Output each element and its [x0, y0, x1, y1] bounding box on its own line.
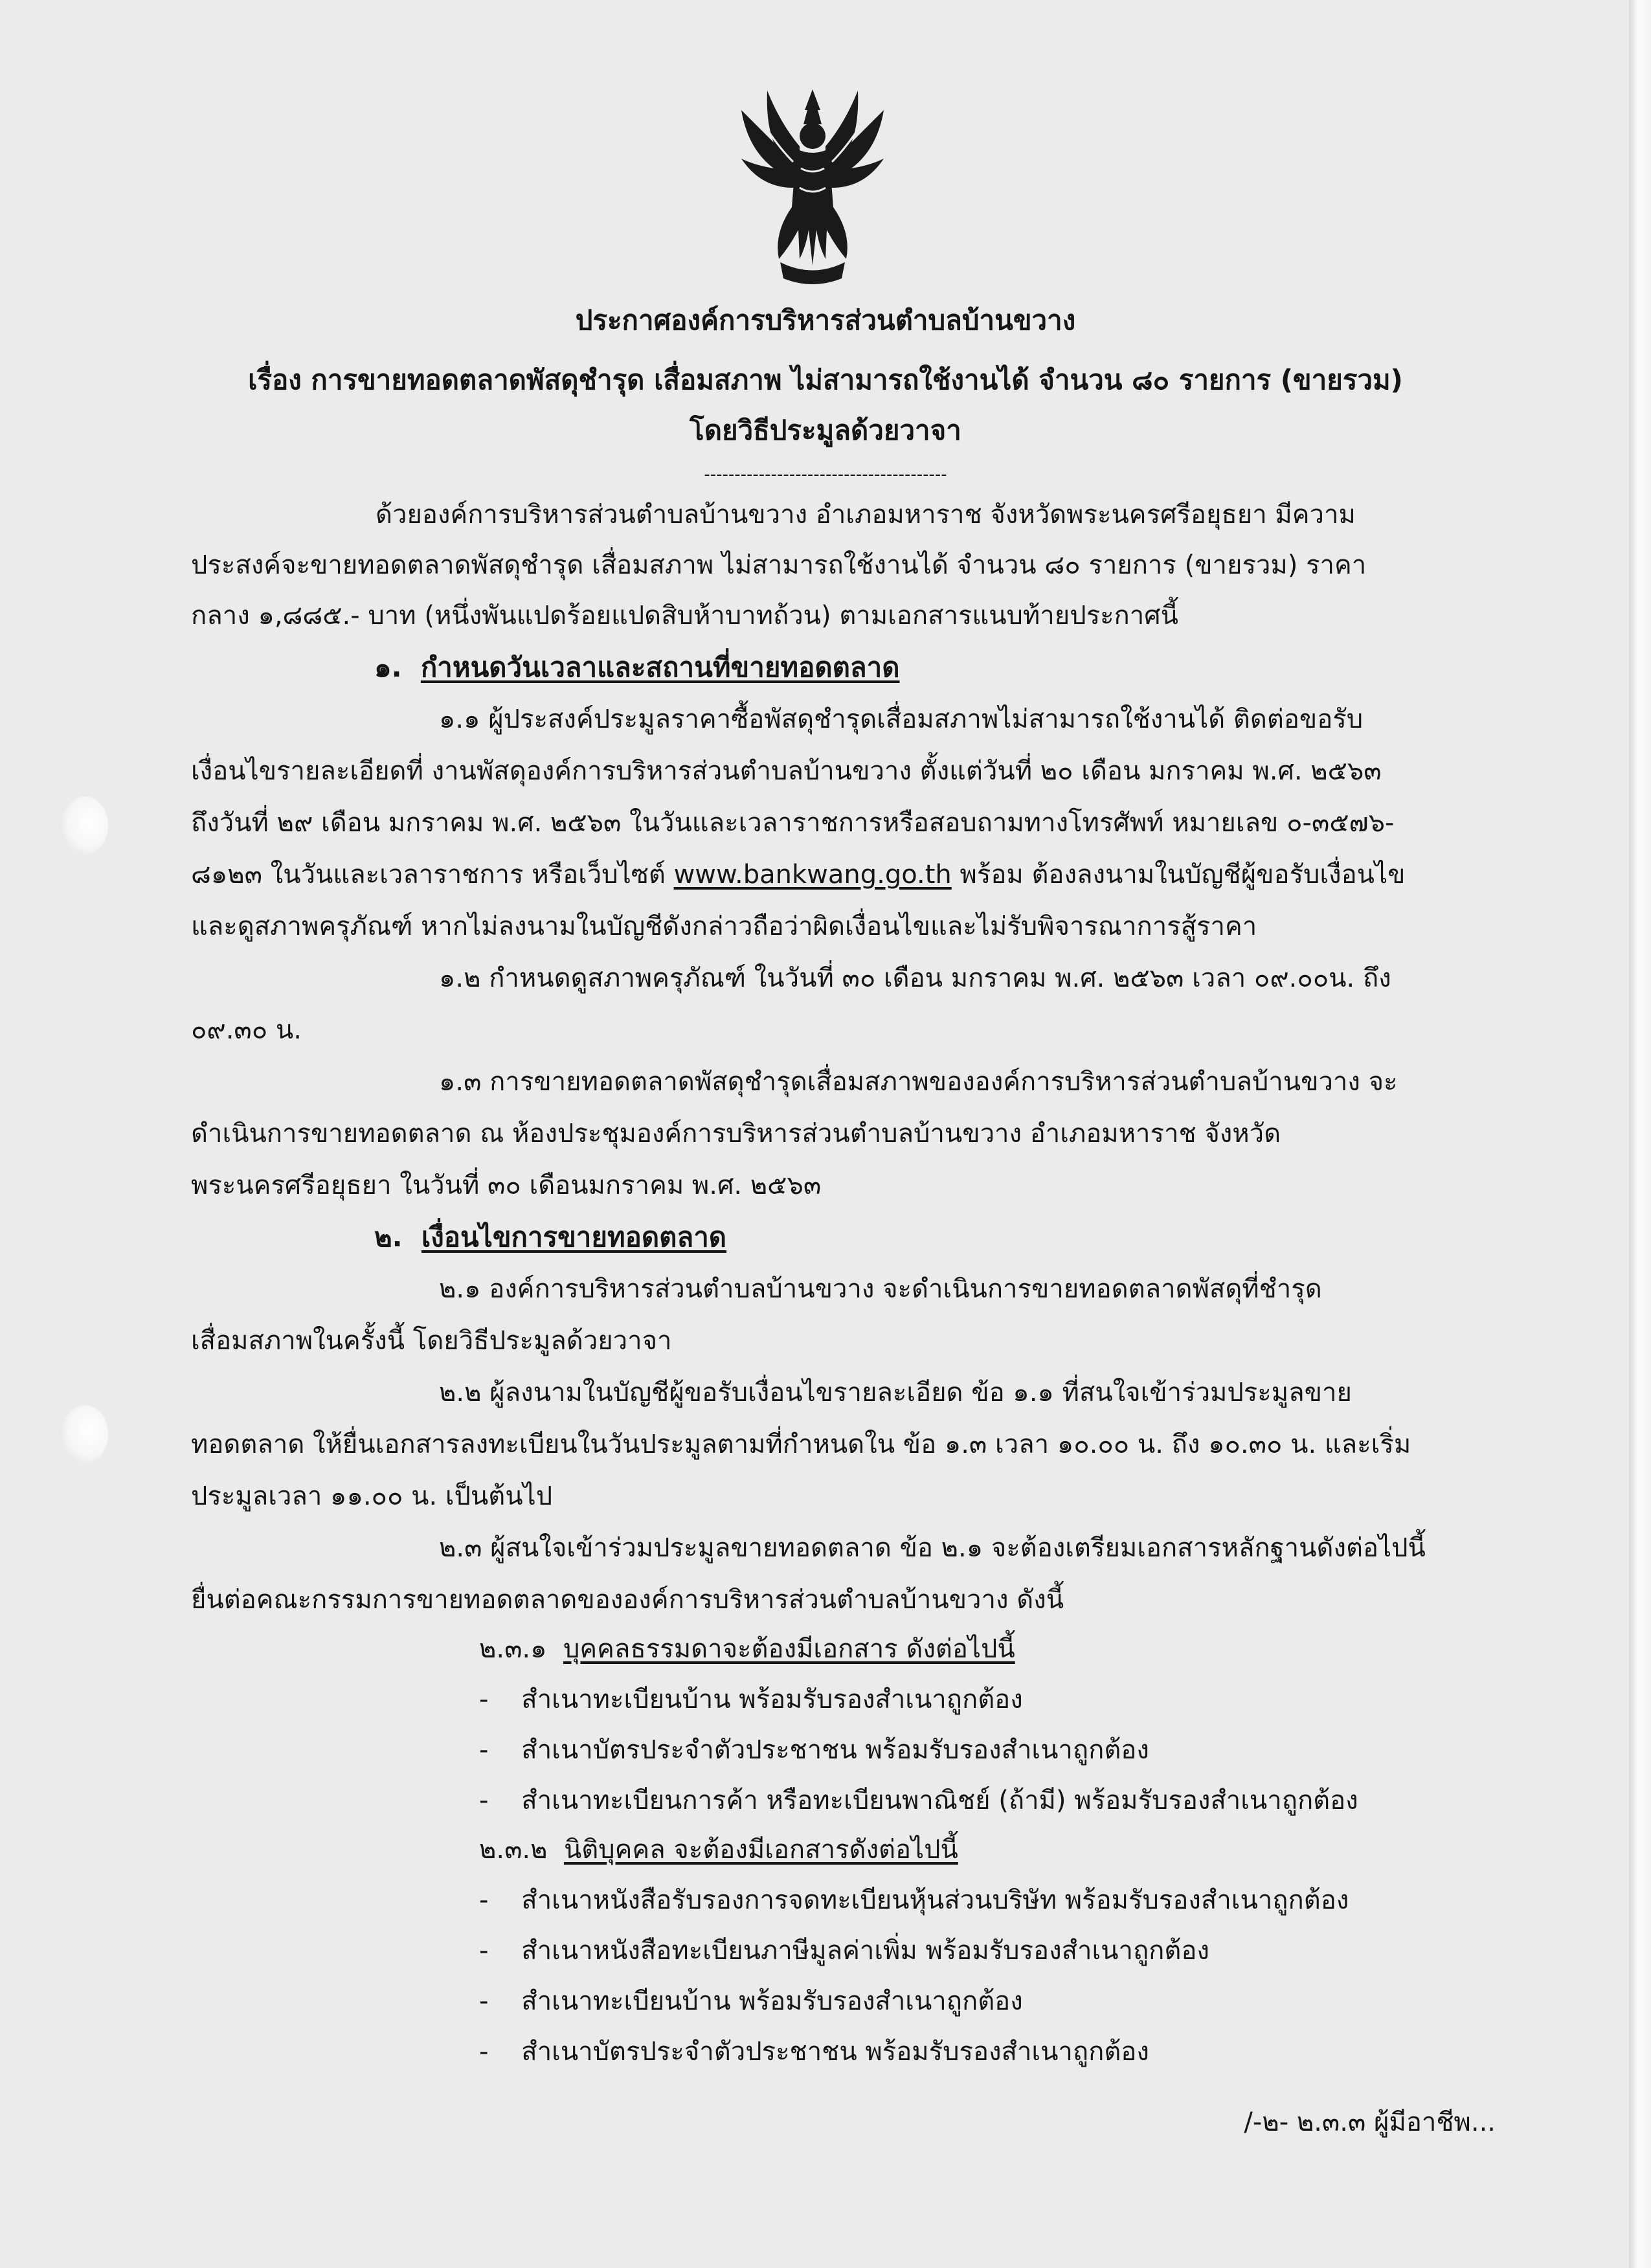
list-item-text: สำเนาบัตรประจำตัวประชาชน พร้อมรับรองสำเนาถูกต้อง — [521, 1735, 1149, 1765]
list-item — [479, 1683, 1023, 1716]
list-item-text: สำเนาทะเบียนบ้าน พร้อมรับรองสำเนาถูกต้อง — [521, 1685, 1023, 1714]
section-1-heading — [374, 651, 900, 684]
list-item-text: สำเนาหนังสือทะเบียนภาษีมูลค่าเพิ่ม พร้อมรับรองสำเนาถูกต้อง — [521, 1936, 1209, 1966]
p1-1-line-2: เงื่อนไขรายละเอียดที่ งานพัสดุองค์การบริหารส่วนตำบลบ้านขวาง ตั้งแต่วันที่ ๒๐ เดือน มกราคม พ.ศ. ๒๕๖๓ — [191, 756, 1382, 786]
p2-3-1-heading — [479, 1633, 1015, 1665]
p1-3-line-3: พระนครศรีอยุธยา ในวันที่ ๓๐ เดือนมกราคม พ.ศ. ๒๕๖๓ — [191, 1171, 822, 1200]
p1-2-line-2: ๐๙.๓๐ น. — [191, 1015, 302, 1045]
p1-2-line-1: ๑.๒ กำหนดดูสภาพครุภัณฑ์ ในวันที่ ๓๐ เดือน มกราคม พ.ศ. ๒๕๖๓ เวลา ๐๙.๐๐น. ถึง — [439, 963, 1391, 993]
header-rule: ---------------------------------------- — [704, 465, 947, 484]
list-item — [479, 1884, 1349, 1916]
bullet: - — [479, 1885, 489, 1915]
p2-2-line-3: ประมูลเวลา ๑๑.๐๐ น. เป็นต้นไป — [191, 1481, 553, 1511]
bullet: - — [479, 1685, 489, 1714]
bullet: - — [479, 1735, 489, 1765]
intro-line-2: ประสงค์จะขายทอดตลาดพัสดุชำรุด เสื่อมสภาพ ไม่สามารถใช้งานได้ จำนวน ๘๐ รายการ (ขายรวม) ราคา — [191, 550, 1367, 580]
p2-3-line-1: ๒.๓ ผู้สนใจเข้าร่วมประมูลขายทอดตลาด ข้อ ๒.๑ จะต้องเตรียมเอกสารหลักฐานดังต่อไปนี้ — [439, 1533, 1426, 1563]
announcement-title: ประกาศองค์การบริหารส่วนตำบลบ้านขวาง — [575, 304, 1076, 336]
scan-edge — [1629, 0, 1651, 2268]
section-2-heading — [374, 1221, 726, 1253]
list-item-text: สำเนาทะเบียนบ้าน พร้อมรับรองสำเนาถูกต้อง — [521, 1986, 1023, 2016]
list-item — [479, 1734, 1149, 1766]
section-2-number: ๒. — [374, 1221, 403, 1253]
bullet: - — [479, 1986, 489, 2016]
punch-hole-top — [62, 796, 108, 855]
bullet: - — [479, 1936, 489, 1966]
intro-line-3: กลาง ๑,๘๘๕.- บาท (หนึ่งพันแปดร้อยแปดสิบห้าบาทถ้วน) ตามเอกสารแนบท้ายประกาศนี้ — [191, 601, 1178, 631]
p1-1-line-4-start: ๘๑๒๓ ในวันและเวลาราชการ หรือเว็บไซต์ — [191, 860, 666, 890]
p2-2-line-2: ทอดตลาด ให้ยื่นเอกสารลงทะเบียนในวันประมูลตามที่กำหนดใน ข้อ ๑.๓ เวลา ๑๐.๐๐ น. ถึง ๑๐.๓๐ น. และเริ่ม — [191, 1430, 1411, 1459]
p2-2-line-1: ๒.๒ ผู้ลงนามในบัญชีผู้ขอรับเงื่อนไขรายละเอียด ข้อ ๑.๑ ที่สนใจเข้าร่วมประมูลขาย — [439, 1378, 1352, 1408]
intro-line-1: ด้วยองค์การบริหารส่วนตำบลบ้านขวาง อำเภอมหาราช จังหวัดพระนครศรีอยุธยา มีความ — [376, 500, 1356, 530]
section-1-number: ๑. — [374, 651, 402, 683]
garuda-emblem-icon — [728, 84, 897, 298]
p2-3-2-heading — [479, 1834, 958, 1866]
p2-1-line-1: ๒.๑ องค์การบริหารส่วนตำบลบ้านขวาง จะดำเนินการขายทอดตลาดพัสดุที่ชำรุด — [439, 1274, 1322, 1304]
list-item — [479, 1935, 1209, 1967]
p1-1-line-3: ถึงวันที่ ๒๙ เดือน มกราคม พ.ศ. ๒๕๖๓ ในวันและเวลาราชการหรือสอบถามทางโทรศัพท์ หมายเลข ๐-๓๕๗๖- — [191, 808, 1395, 838]
list-item — [479, 1784, 1358, 1817]
p2-3-2-title: นิติบุคคล จะต้องมีเอกสารดังต่อไปนี้ — [563, 1835, 958, 1865]
bullet: - — [479, 1786, 489, 1815]
list-item-text: สำเนาหนังสือรับรองการจดทะเบียนหุ้นส่วนบริษัท พร้อมรับรองสำเนาถูกต้อง — [521, 1885, 1349, 1915]
p1-1-line-4 — [191, 859, 1405, 891]
list-item-text: สำเนาบัตรประจำตัวประชาชน พร้อมรับรองสำเนาถูกต้อง — [521, 2037, 1149, 2067]
p1-3-line-2: ดำเนินการขายทอดตลาด ณ ห้องประชุมองค์การบริหารส่วนตำบลบ้านขวาง อำเภอมหาราช จังหวัด — [191, 1119, 1281, 1149]
bullet: - — [479, 2037, 489, 2067]
p1-1-line-4-end: พร้อม ต้องลงนามในบัญชีผู้ขอรับเงื่อนไข — [960, 860, 1406, 890]
p1-3-line-1: ๑.๓ การขายทอดตลาดพัสดุชำรุดเสื่อมสภาพขององค์การบริหารส่วนตำบลบ้านขวาง จะ — [439, 1067, 1398, 1097]
list-item-text: สำเนาทะเบียนการค้า หรือทะเบียนพาณิชย์ (ถ้ามี) พร้อมรับรองสำเนาถูกต้อง — [521, 1786, 1358, 1815]
announcement-subject: เรื่อง การขายทอดตลาดพัสดุชำรุด เสื่อมสภาพ ไม่สามารถใช้งานได้ จำนวน ๘๐ รายการ (ขายรวม) — [248, 364, 1403, 396]
section-1-title: กำหนดวันเวลาและสถานที่ขายทอดตลาด — [420, 651, 900, 683]
announcement-method: โดยวิธีประมูลด้วยวาจา — [690, 414, 961, 446]
punch-hole-bottom — [62, 1405, 108, 1463]
p1-1-line-5: และดูสภาพครุภัณฑ์ หากไม่ลงนามในบัญชีดังกล่าวถือว่าผิดเงื่อนไขและไม่รับพิจารณาการสู้ราคา — [191, 912, 1257, 941]
p2-3-2-number: ๒.๓.๒ — [479, 1835, 548, 1865]
list-item — [479, 2036, 1149, 2068]
p2-1-line-2: เสื่อมสภาพในครั้งนี้ โดยวิธีประมูลด้วยวาจา — [191, 1326, 672, 1356]
p1-1-line-1: ๑.๑ ผู้ประสงค์ประมูลราคาซื้อพัสดุชำรุดเสื่อมสภาพไม่สามารถใช้งานได้ ติดต่อขอรับ — [439, 704, 1364, 734]
section-2-title: เงื่อนไขการขายทอดตลาด — [421, 1221, 727, 1253]
list-item — [479, 1985, 1023, 2017]
p2-3-1-title: บุคคลธรรมดาจะต้องมีเอกสาร ดังต่อไปนี้ — [563, 1634, 1015, 1664]
website-link[interactable]: www.bankwang.go.th — [673, 860, 952, 890]
page-continuation: /-๒- ๒.๓.๓ ผู้มีอาชีพ... — [1244, 2107, 1496, 2137]
p2-3-1-number: ๒.๓.๑ — [479, 1634, 547, 1664]
p2-3-line-2: ยื่นต่อคณะกรรมการขายทอดตลาดขององค์การบริหารส่วนตำบลบ้านขวาง ดังนี้ — [191, 1585, 1064, 1615]
